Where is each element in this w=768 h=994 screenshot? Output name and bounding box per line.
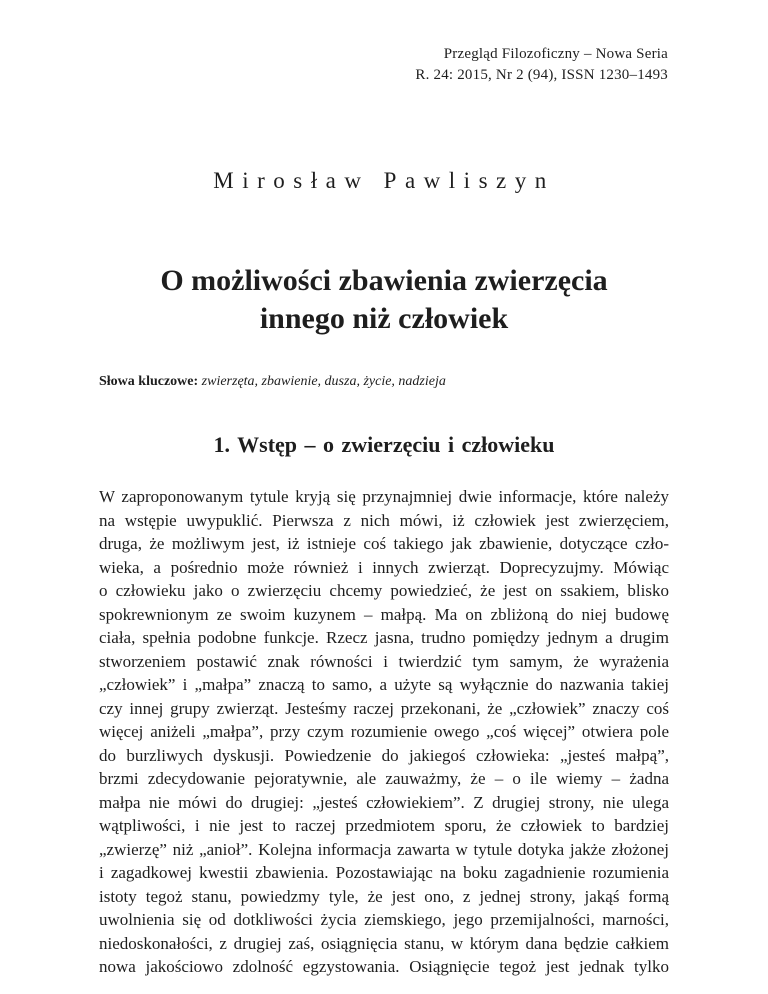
text-line: „człowiek” i „małpa” znaczą to samo, a użyte są wyłącznie do nazwania takiej (99, 675, 669, 694)
text-line: W zaproponowanym tytule kryją się przynajmniej dwie informacje, które należy (99, 487, 669, 506)
text-line: stworzeniem postawić znak równości i twierdzić tym samym, że wyrażenia (99, 651, 669, 671)
keywords-label: Słowa kluczowe: (99, 374, 199, 389)
paper-title-line-1: O możliwości zbawienia zwierzęcia (160, 264, 608, 297)
text-line: uwolnienia się od dotkliwości życia ziemskiego, jego przemijalności, marności, (99, 910, 669, 929)
text-line: wątpliwości, i nie jest to raczej przedmiotem sporu, że człowiek to bardziej (99, 816, 669, 835)
text-line: niedoskonałości, z drugiej zaś, osiągnięcia stanu, w którym dana będzie całkiem (99, 933, 669, 953)
author-name: Mirosław Pawliszyn (213, 168, 555, 193)
text-line: wieka, a pośrednio może również i innych zwierząt. Doprecyzujmy. Mówiąc (99, 557, 669, 577)
text-line: „zwierzę” niż „anioł”. Kolejna informacja zawarta w tytule dotyka jakże złożonej (99, 839, 669, 859)
paper-title (0, 262, 768, 338)
paper-title-line-2: innego niż człowiek (259, 302, 509, 335)
section-heading: 1. Wstęp – o zwierzęciu i człowieku (213, 432, 555, 457)
text-line: istoty tegoż stanu, powiedzmy tyle, że jest ono, z jednej strony, jakąś formą (99, 886, 669, 906)
text-line: czy innej grupy zwierząt. Jesteśmy raczej przekonani, że „człowiek” znaczy coś (99, 698, 669, 718)
text-line: druga, że możliwym jest, iż istnieje coś takiego jak zbawienie, dotyczące czło- (99, 534, 669, 553)
text-line: spokrewnionym ze swoim kuzynem – małpą. Ma on zbliżoną do niej budowę (99, 604, 669, 624)
journal-issue: R. 24: 2015, Nr 2 (94), ISSN 1230–1493 (415, 67, 668, 83)
body-text (99, 485, 669, 979)
journal-header (415, 44, 668, 86)
text-line: i zagadkowej kwestii zbawienia. Pozostawiając na boku zagadnienie rozumienia (99, 863, 669, 882)
keywords-values: zwierzęta, zbawienie, dusza, życie, nadzieja (201, 374, 446, 389)
text-line: brzmi zdecydowanie pejoratywnie, ale zauważmy, że – o ile wiemy – żadna (99, 769, 669, 788)
keywords (99, 374, 446, 390)
text-line: o człowieku jako o zwierzęciu chcemy powiedzieć, że jest on ssakiem, blisko (99, 581, 669, 600)
text-line: małpa nie mówi do drugiej: „jesteś człowiekiem”. Z drugiej strony, nie ulega (99, 792, 669, 812)
text-line: nowa jakościowo zdolność egzystowania. Osiągnięcie tegoż jest jednak tylko (99, 957, 669, 976)
text-line: więcej aniżeli „małpa”, przy czym rozumienie owego „coś więcej” otwiera pole (99, 722, 669, 741)
text-line: do burzliwych dyskusji. Powiedzenie do jakiegoś człowieka: „jesteś małpą”, (99, 745, 669, 765)
journal-title: Przegląd Filozoficzny – Nowa Seria (443, 46, 668, 62)
text-line: na wstępie uwypuklić. Pierwsza z nich mówi, iż człowiek jest zwierzęciem, (99, 510, 669, 530)
text-line: ciała, spełnia podobne funkcje. Rzecz jasna, trudno pomiędzy jednym a drugim (99, 628, 669, 647)
